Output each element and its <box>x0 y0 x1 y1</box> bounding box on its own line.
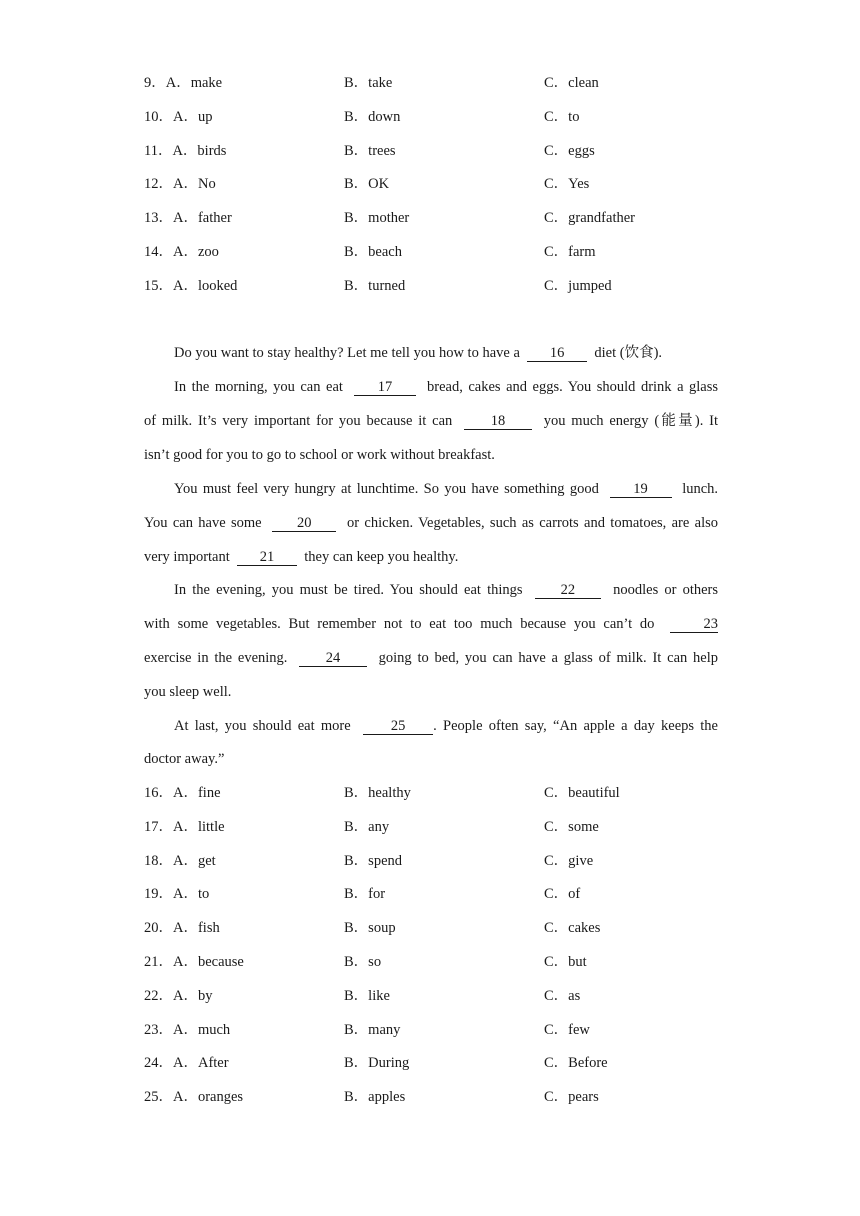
option-c: C．Yes <box>544 176 590 193</box>
option-row-11 <box>144 141 724 161</box>
option-b: B．for <box>344 886 386 903</box>
option-row-15 <box>144 276 724 296</box>
option-c: C．as <box>544 987 581 1004</box>
option-c: C．but <box>544 954 587 970</box>
passage-line: doctor away.” <box>144 751 225 767</box>
option-a: 9．A．make <box>144 75 223 91</box>
option-a: 15．A．looked <box>144 277 238 294</box>
blank-24: 24 <box>299 650 367 667</box>
option-b: B．OK <box>344 176 390 193</box>
blank-25: 25 <box>363 718 433 735</box>
option-a: 13．A．father <box>144 210 232 227</box>
option-c: C．some <box>544 818 599 835</box>
option-row-19 <box>144 884 724 904</box>
option-row-22 <box>144 986 724 1006</box>
option-c: C．farm <box>544 244 596 260</box>
option-c: C．eggs <box>544 142 595 159</box>
option-a: 22．A．by <box>144 987 213 1004</box>
passage-line: with some vegetables. But remember not to eat too much because you can’t do 23 <box>144 616 719 632</box>
passage-line: exercise in the evening. 24 going to bed, you can have a glass of milk. It can help <box>144 650 719 666</box>
passage-line: In the morning, you can eat 17 bread, cakes and eggs. You should drink a glass <box>174 379 719 395</box>
passage-line: very important 21 they can keep you healthy. <box>144 549 459 565</box>
option-c: C．few <box>544 1021 590 1038</box>
option-row-10 <box>144 107 724 127</box>
option-b: B．many <box>344 1021 401 1038</box>
passage-line: Do you want to stay healthy? Let me tell you how to have a 16 diet (饮食). <box>174 345 663 361</box>
option-b: B．trees <box>344 142 396 159</box>
option-row-9 <box>144 73 724 93</box>
option-row-14 <box>144 242 724 262</box>
option-row-20 <box>144 918 724 938</box>
blank-21: 21 <box>237 549 297 566</box>
blank-18: 18 <box>464 413 532 430</box>
option-a: 12．A．No <box>144 176 216 193</box>
option-b: B．any <box>344 818 390 835</box>
option-c: C．grandfather <box>544 210 635 227</box>
passage-line: isn’t good for you to go to school or work without breakfast. <box>144 447 495 463</box>
option-c: C．jumped <box>544 277 612 294</box>
option-c: C．cakes <box>544 920 601 937</box>
passage-line: you sleep well. <box>144 684 232 700</box>
blank-20: 20 <box>272 515 336 532</box>
option-row-24 <box>144 1053 724 1073</box>
blank-16: 16 <box>527 345 587 362</box>
option-c: C．give <box>544 852 594 869</box>
option-row-17 <box>144 817 724 837</box>
option-a: 20．A．fish <box>144 920 220 937</box>
passage-line: of milk. It’s very important for you because it can 18 you much energy (能量). It <box>144 413 719 429</box>
passage-line: You can have some 20 or chicken. Vegetables, such as carrots and tomatoes, are also <box>144 515 719 531</box>
passage-line: You must feel very hungry at lunchtime. So you have something good 19 lunch. <box>174 481 719 497</box>
option-b: B．healthy <box>344 785 411 801</box>
option-a: 14．A．zoo <box>144 244 219 260</box>
option-row-12 <box>144 174 724 194</box>
option-b: B．down <box>344 108 401 125</box>
passage-line: At last, you should eat more 25 . People often say, “An apple a day keeps the <box>174 718 718 734</box>
option-b: B．so <box>344 954 382 970</box>
option-a: 19．A．to <box>144 886 210 903</box>
option-c: C．to <box>544 108 580 125</box>
option-row-18 <box>144 851 724 871</box>
blank-19: 19 <box>610 481 672 498</box>
option-row-16 <box>144 783 724 803</box>
option-c: C．Before <box>544 1055 608 1072</box>
option-b: B．mother <box>344 210 410 227</box>
option-b: B．spend <box>344 852 402 869</box>
option-row-13 <box>144 208 724 228</box>
passage-line: In the evening, you must be tired. You should eat things 22 noodles or others <box>174 582 719 598</box>
option-b: B．During <box>344 1055 410 1072</box>
option-b: B．like <box>344 987 390 1004</box>
option-a: 10．A．up <box>144 108 213 125</box>
option-c: C．pears <box>544 1089 599 1106</box>
option-a: 23．A．much <box>144 1021 231 1038</box>
option-b: B．beach <box>344 244 402 260</box>
blank-17: 17 <box>354 379 416 396</box>
option-c: C．clean <box>544 75 599 91</box>
option-a: 24．A．After <box>144 1055 229 1072</box>
option-c: C．of <box>544 886 581 903</box>
option-row-23 <box>144 1020 724 1040</box>
option-row-21 <box>144 952 724 972</box>
option-b: B．apples <box>344 1089 406 1106</box>
option-b: B．soup <box>344 920 396 937</box>
option-b: B．take <box>344 75 393 91</box>
option-a: 11．A．birds <box>144 142 227 159</box>
option-a: 25．A．oranges <box>144 1089 244 1106</box>
option-a: 18．A．get <box>144 852 216 869</box>
option-a: 21．A．because <box>144 954 244 970</box>
option-a: 17．A．little <box>144 818 225 835</box>
option-a: 16．A．fine <box>144 785 221 801</box>
blank-23: 23 <box>670 616 718 633</box>
option-c: C．beautiful <box>544 785 620 801</box>
option-row-25 <box>144 1087 724 1107</box>
blank-22: 22 <box>535 582 601 599</box>
option-b: B．turned <box>344 277 406 294</box>
